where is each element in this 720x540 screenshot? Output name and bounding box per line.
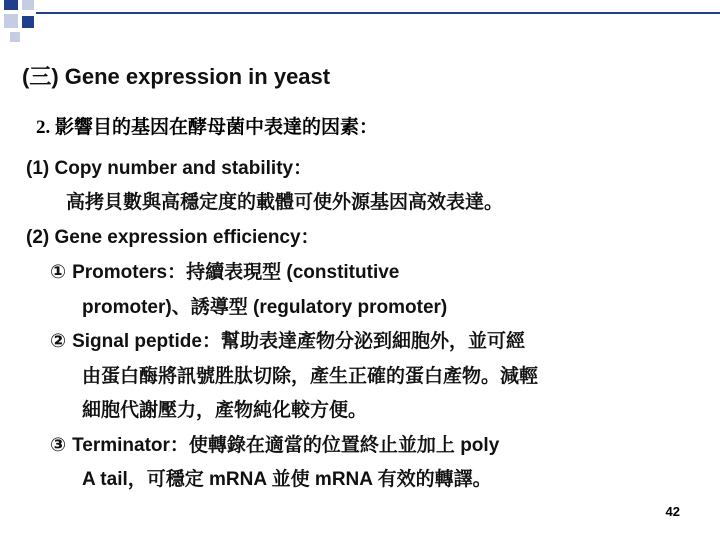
corner-square-5 <box>10 32 20 42</box>
item-1-line-1 <box>50 257 399 284</box>
corner-square-3 <box>4 14 18 28</box>
item-2-line-3: 細胞代謝壓力，產物純化較方便。 <box>82 400 368 421</box>
item-3-line-2: A tail，可穩定 mRNA 並使 mRNA 有效的轉譯。 <box>82 469 492 490</box>
item-3-marker: ③ <box>50 434 67 456</box>
item-1-marker: ① <box>50 261 67 283</box>
corner-square-1 <box>4 0 18 10</box>
point-1-label: (1) Copy number and stability： <box>26 158 313 179</box>
point-1-text: 高拷貝數與高穩定度的載體可使外源基因高效表達。 <box>66 191 504 213</box>
item-1-line-2: promoter)、誘導型 (regulatory promoter) <box>82 297 448 318</box>
item-2-line-2: 由蛋白酶將訊號胜肽切除，產生正確的蛋白產物。減輕 <box>82 366 539 387</box>
point-2-label: (2) Gene expression efficiency： <box>26 227 320 248</box>
item-1-text-1: Promoters：持續表現型 (constitutive <box>72 262 400 283</box>
item-3-text-1: Terminator：使轉錄在適當的位置終止並加上 poly <box>72 435 500 456</box>
item-2-line-1 <box>50 326 525 353</box>
corner-square-2 <box>22 0 34 10</box>
item-3-line-1 <box>50 430 499 457</box>
item-2-marker: ② <box>50 330 67 352</box>
page-number: 42 <box>665 504 680 519</box>
item-2-text-1: Signal peptide：幫助表達產物分泌到細胞外，並可經 <box>72 331 525 352</box>
slide-subtitle: 2. 影響目的基因在酵母菌中表達的因素： <box>36 117 379 138</box>
corner-square-4 <box>22 16 34 28</box>
slide-title: (三) Gene expression in yeast <box>22 64 331 89</box>
header-rule <box>36 12 720 14</box>
